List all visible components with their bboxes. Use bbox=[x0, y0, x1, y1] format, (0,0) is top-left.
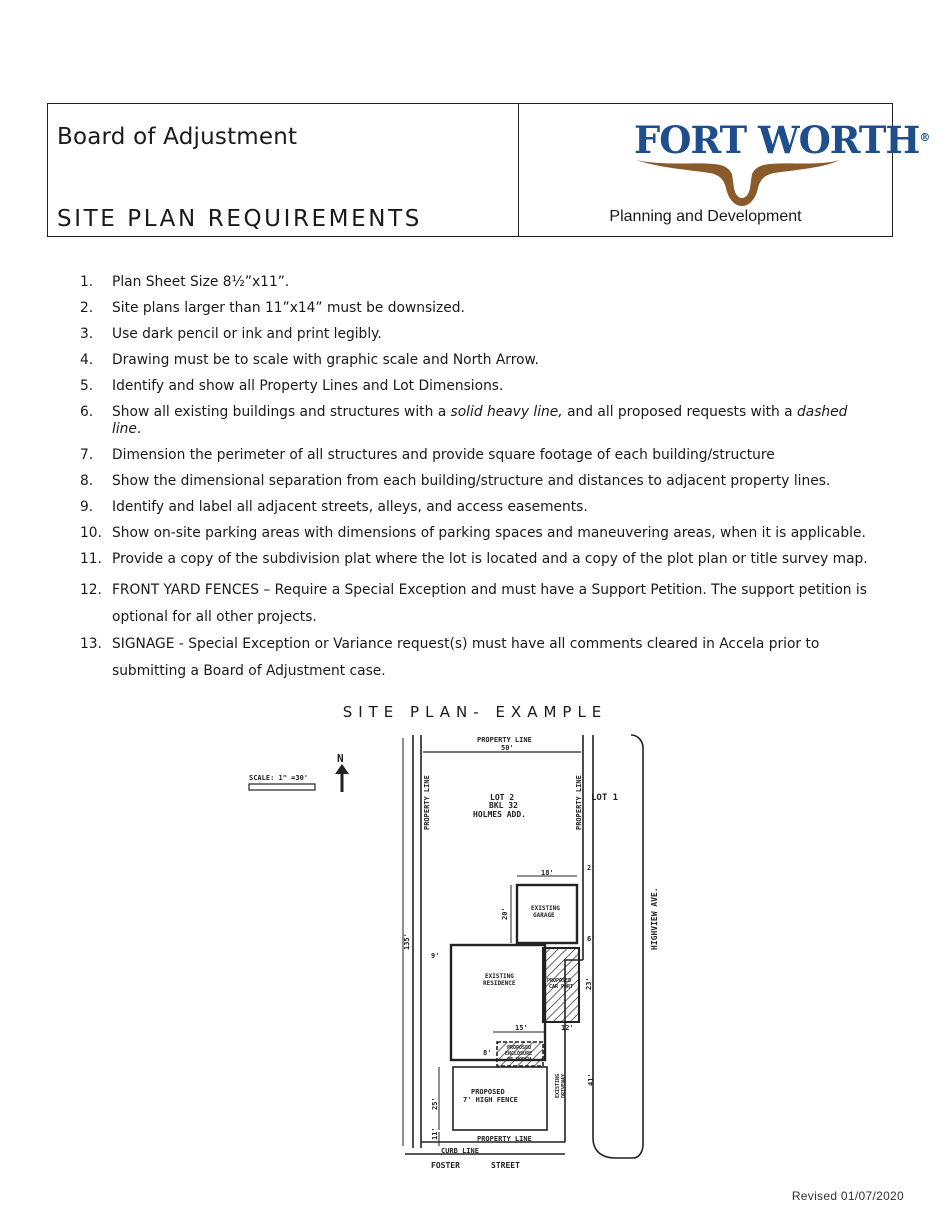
garage-label-1: EXISTING bbox=[531, 905, 560, 912]
requirements-list bbox=[80, 274, 880, 685]
header-logo-cell bbox=[519, 104, 930, 236]
list-item: 6. Show all existing buildings and structures with a solid heavy line, and all proposed requests with a dashed line. bbox=[80, 404, 848, 437]
residence-label-2: RESIDENCE bbox=[483, 980, 516, 987]
dim-2: 2' bbox=[587, 864, 596, 872]
property-line-top: PROPERTY LINE bbox=[477, 736, 532, 744]
dim-18: 18' bbox=[541, 869, 554, 877]
fort-worth-logo bbox=[634, 118, 930, 210]
example-title: SITE PLAN- EXAMPLE bbox=[342, 703, 608, 721]
header-title-cell bbox=[48, 104, 519, 236]
list-item: 8. Show the dimensional separation from each building/structure and distances to adjacent property lines. bbox=[80, 473, 831, 489]
lot-1-label: LOT 1 bbox=[591, 793, 619, 803]
property-line-left: PROPERTY LINE bbox=[423, 775, 431, 830]
dim-11: 11' bbox=[431, 1127, 439, 1140]
list-item: 9. Identify and label all adjacent streets, alleys, and access easements. bbox=[80, 499, 588, 515]
logo-wordmark: FORT WORTH® bbox=[634, 118, 930, 162]
list-item: 7. Dimension the perimeter of all structures and provide square footage of each building/structure bbox=[80, 447, 775, 463]
porch-label-3: OF PORCH bbox=[507, 1057, 532, 1063]
garage-label-2: GARAGE bbox=[533, 912, 555, 919]
list-item: 1. Plan Sheet Size 8½”x11”. bbox=[80, 274, 290, 290]
lot-2-line3: HOLMES ADD. bbox=[473, 810, 526, 819]
department-name: Planning and Development bbox=[609, 208, 802, 225]
dim-41: 41' bbox=[587, 1073, 595, 1086]
lot-2-line2: BKL 32 bbox=[489, 801, 518, 810]
lot-2-line1: LOT 2 bbox=[490, 793, 515, 802]
header-box bbox=[47, 103, 930, 237]
driveway-label-1: EXISTING bbox=[555, 1073, 561, 1098]
list-item: 13. SIGNAGE - Special Exception or Variance request(s) must have all comments cleared in Accela prior to submitting a Board of Adjustment case. bbox=[80, 636, 820, 679]
list-item: 3. Use dark pencil or ink and print legibly. bbox=[80, 326, 382, 342]
dim-23: 23' bbox=[585, 977, 593, 990]
carport-label-1: PROPOSED bbox=[547, 978, 572, 984]
list-item: 5. Identify and show all Property Lines and Lot Dimensions. bbox=[80, 378, 504, 394]
list-item: 4. Drawing must be to scale with graphic scale and North Arrow. bbox=[80, 352, 539, 368]
foster-label: FOSTER bbox=[431, 1161, 460, 1170]
driveway-label-2: DRIVEWAY bbox=[561, 1073, 567, 1098]
dim-15: 15' bbox=[515, 1024, 528, 1032]
dim-25: 25' bbox=[431, 1097, 439, 1110]
carport-label-2: CAR PORT bbox=[549, 984, 574, 990]
residence-label-1: EXISTING bbox=[485, 973, 514, 980]
list-item: 12. FRONT YARD FENCES – Require a Special Exception and must have a Support Petition. The support petition is optional for all other projects. bbox=[80, 582, 867, 625]
fence-label-1: PROPOSED bbox=[471, 1088, 505, 1096]
dim-12: 12' bbox=[561, 1024, 574, 1032]
dim-6: 6' bbox=[587, 935, 596, 943]
dim-9: 9' bbox=[431, 952, 440, 960]
site-plan-drawing bbox=[225, 730, 705, 1190]
document-title: SITE PLAN REQUIREMENTS bbox=[57, 206, 422, 232]
porch-label-1: PROPOSED bbox=[507, 1045, 532, 1051]
street-label: STREET bbox=[491, 1161, 520, 1170]
dim-8: 8' bbox=[483, 1049, 492, 1057]
highview-ave-label: HIGHVIEW AVE. bbox=[650, 887, 659, 950]
scale-label: SCALE: 1" =30' bbox=[249, 774, 309, 782]
fence-label-2: 7' HIGH FENCE bbox=[463, 1096, 518, 1104]
dim-50: 50' bbox=[501, 744, 514, 752]
property-line-bottom: PROPERTY LINE bbox=[477, 1135, 532, 1143]
revised-date: Revised 01/07/2020 bbox=[791, 1189, 904, 1203]
list-item: 10. Show on-site parking areas with dimensions of parking spaces and maneuvering areas, when it is applicable. bbox=[80, 525, 866, 541]
board-title: Board of Adjustment bbox=[57, 124, 298, 150]
longhorn-icon bbox=[634, 118, 844, 210]
list-item: 2. Site plans larger than 11”x14” must be downsized. bbox=[80, 300, 465, 316]
curb-line-label: CURB LINE bbox=[441, 1147, 479, 1155]
property-line-right: PROPERTY LINE bbox=[575, 775, 583, 830]
porch-label-2: ENCLOSURE bbox=[505, 1051, 533, 1057]
dim-135: 135' bbox=[403, 933, 411, 950]
dim-20: 20' bbox=[501, 907, 509, 920]
north-label: N bbox=[337, 752, 344, 765]
list-item: 11. Provide a copy of the subdivision plat where the lot is located and a copy of the plot plan or title survey map. bbox=[80, 551, 868, 567]
